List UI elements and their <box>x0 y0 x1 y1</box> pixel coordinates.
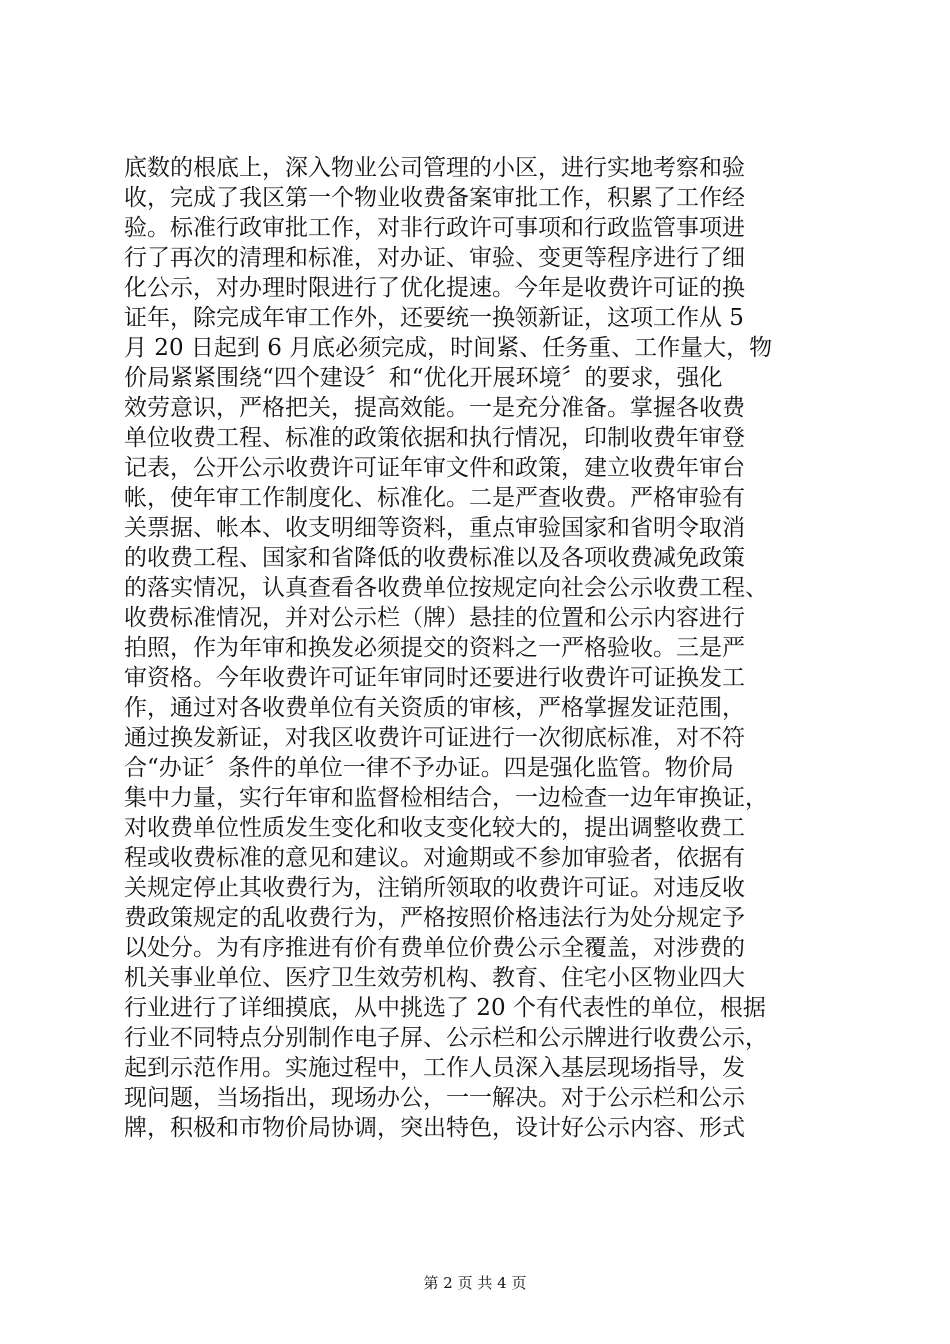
text-line: 作，通过对各收费单位有关资质的审核，严格掌握发证范围， <box>124 695 745 721</box>
text-line: 审资格。今年收费许可证年审同时还要进行收费许可证换发工 <box>124 665 745 691</box>
text-line: 效劳意识，严格把关，提高效能。一是充分准备。掌握各收费 <box>124 395 745 421</box>
text-line: 关票据、帐本、收支明细等资料，重点审验国家和省明令取消 <box>124 515 745 541</box>
text-line: 的收费工程、国家和省降低的收费标准以及各项收费减免政策 <box>124 545 745 571</box>
text-line: 集中力量，实行年审和监督检相结合，一边检查一边年审换证， <box>124 785 768 811</box>
text-line: 现问题，当场指出，现场办公，一一解决。对于公示栏和公示 <box>124 1085 745 1111</box>
text-line: 机关事业单位、医疗卫生效劳机构、教育、住宅小区物业四大 <box>124 965 745 991</box>
text-line: 起到示范作用。实施过程中，工作人员深入基层现场指导，发 <box>124 1055 745 1081</box>
text-line: 拍照，作为年审和换发必须提交的资料之一严格验收。三是严 <box>124 635 745 661</box>
text-line: 程或收费标准的意见和建议。对逾期或不参加审验者，依据有 <box>124 845 745 871</box>
text-line: 底数的根底上，深入物业公司管理的小区，进行实地考察和验 <box>124 155 745 181</box>
text-line: 牌，积极和市物价局协调，突出特色，设计好公示内容、形式 <box>124 1115 745 1141</box>
text-line: 通过换发新证，对我区收费许可证进行一次彻底标准，对不符 <box>124 725 745 751</box>
text-line: 月 20 日起到 6 月底必须完成，时间紧、任务重、工作量大，物 <box>124 335 773 361</box>
text-line: 证年，除完成年审工作外，还要统一换领新证，这项工作从 5 <box>124 305 744 331</box>
text-line: 行业进行了详细摸底，从中挑选了 20 个有代表性的单位，根据 <box>124 995 766 1021</box>
text-line: 验。标准行政审批工作，对非行政许可事项和行政监管事项进 <box>124 215 745 241</box>
text-line: 收，完成了我区第一个物业收费备案审批工作，积累了工作经 <box>124 185 745 211</box>
text-line: 记表，公开公示收费许可证年审文件和政策，建立收费年审台 <box>124 455 745 481</box>
text-line: 行了再次的清理和标准，对办证、审验、变更等程序进行了细 <box>124 245 745 271</box>
text-line: 合“办证〞条件的单位一律不予办证。四是强化监管。物价局 <box>124 755 734 781</box>
text-line: 的落实情况，认真查看各收费单位按规定向社会公示收费工程、 <box>124 575 768 601</box>
text-line: 对收费单位性质发生变化和收支变化较大的，提出调整收费工 <box>124 815 745 841</box>
text-line: 收费标准情况，并对公示栏（牌）悬挂的位置和公示内容进行 <box>124 605 745 631</box>
text-line: 帐，使年审工作制度化、标准化。二是严查收费。严格审验有 <box>124 485 745 511</box>
text-line: 关规定停止其收费行为，注销所领取的收费许可证。对违反收 <box>124 875 745 901</box>
text-line: 以处分。为有序推进有价有费单位价费公示全覆盖，对涉费的 <box>124 935 745 961</box>
text-line: 单位收费工程、标准的政策依据和执行情况，印制收费年审登 <box>124 425 745 451</box>
page-number-footer: 第 2 页 共 4 页 <box>423 1274 527 1292</box>
text-line: 价局紧紧围绕“四个建设〞和“优化开展环境〞的要求，强化 <box>124 365 723 391</box>
text-line: 费政策规定的乱收费行为，严格按照价格违法行为处分规定予 <box>124 905 745 931</box>
body-paragraph <box>124 153 832 1143</box>
text-line: 行业不同特点分别制作电子屏、公示栏和公示牌进行收费公示， <box>124 1025 768 1051</box>
text-line: 化公示，对办理时限进行了优化提速。今年是收费许可证的换 <box>124 275 745 301</box>
